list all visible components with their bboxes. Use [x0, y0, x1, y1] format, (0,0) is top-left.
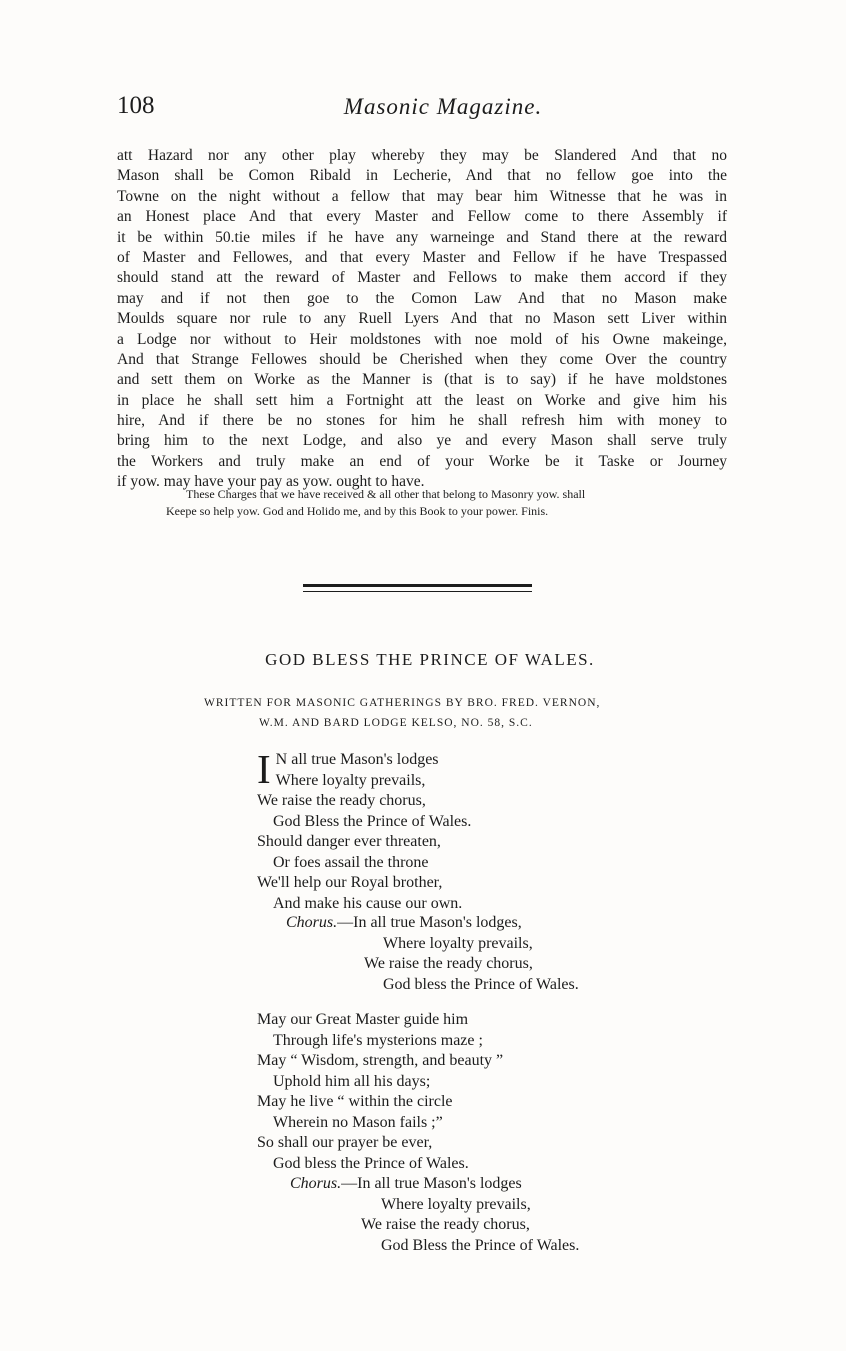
prose-line: in place he shall sett him a Fortnight att the least on Worke and give him his [117, 391, 727, 409]
chorus-label: Chorus. [290, 1175, 342, 1192]
charges-line: Keepe so help yow. God and Holido me, and by this Book to your power. Finis. [166, 504, 549, 518]
prose-line: hire, And if there be no stones for him he shall refresh him with money to [117, 412, 727, 430]
running-head: Masonic Magazine. [343, 94, 543, 119]
verse-line: Or foes assail the throne [273, 853, 429, 871]
verse-line: May our Great Master guide him [257, 1011, 469, 1028]
verse-line: Where loyalty prevails, [275, 771, 426, 789]
prose-line: of Master and Fellowes, and that every Master and Fellow if he have Trespassed [117, 248, 727, 266]
verse-line: God Bless the Prince of Wales. [273, 812, 472, 830]
prose-line: And that Strange Fellowes should be Cherished when they come Over the country [117, 350, 727, 368]
poem-byline-line: WRITTEN FOR MASONIC GATHERINGS BY BRO. FRED. VERNON, [204, 697, 601, 709]
verse-line: Should danger ever threaten, [257, 833, 441, 850]
verse-line: So shall our prayer be ever, [257, 1134, 433, 1151]
prose-line: a Lodge nor without to Heir moldstones with noe mold of his Owne makeinge, [117, 330, 727, 348]
verse-line: Wherein no Mason fails ;” [273, 1113, 443, 1131]
chorus-first-line [257, 913, 677, 934]
prose-line: it be within 50.tie miles if he have any warneinge and Stand there at the reward [117, 228, 727, 246]
chorus-2 [257, 1174, 677, 1256]
verse-line-text: —In all true Mason's lodges [341, 1175, 522, 1192]
prose-line: may and if not then goe to the Comon Law And that no Mason make [117, 289, 727, 307]
verse-line-text: —In all true Mason's lodges, [337, 914, 522, 931]
prose-line: the Workers and truly make an end of your Worke be it Taske or Journey [117, 452, 727, 470]
verse-line: We raise the ready chorus, [364, 955, 533, 972]
prose-line: and sett them on Worke as the Manner is (that is to say) if he have moldstones [117, 371, 727, 389]
verse-line: Where loyalty prevails, [383, 934, 533, 952]
verse-line: God bless the Prince of Wales. [273, 1154, 469, 1172]
verse-line: We'll help our Royal brother, [257, 874, 443, 891]
prose-line: att Hazard nor any other play whereby they may be Slandered And that no [117, 147, 727, 164]
poem-title: GOD BLESS THE PRINCE OF WALES. [265, 650, 595, 669]
verse-line: Where loyalty prevails, [381, 1195, 531, 1213]
prose-line: if yow. may have your pay as yow. ought to have. [117, 473, 425, 491]
stanza-2 [257, 1010, 677, 1174]
verse-line-text: N all true Mason's lodges [275, 751, 439, 768]
verse-line: We raise the ready chorus, [361, 1216, 530, 1233]
charges-note [166, 486, 786, 520]
prose-block [117, 146, 727, 493]
verse-line: Through life's mysterions maze ; [273, 1031, 483, 1049]
prose-line: Towne on the night without a fellow that may bear him Witnesse that he was in [117, 187, 727, 205]
chorus-first-line [257, 1174, 677, 1195]
prose-line: Moulds square nor rule to any Ruell Lyers And that no Mason sett Liver within [117, 310, 727, 328]
verse-line: God Bless the Prince of Wales. [381, 1236, 580, 1254]
chorus-1 [257, 913, 677, 995]
verse-line: Uphold him all his days; [273, 1072, 431, 1090]
page-number: 108 [117, 92, 155, 119]
prose-line: Mason shall be Comon Ribald in Lecherie, And that no fellow goe into the [117, 167, 727, 185]
verse-line: May he live “ within the circle [257, 1093, 453, 1110]
drop-cap: I [257, 746, 271, 792]
verse-line: We raise the ready chorus, [257, 792, 426, 809]
stanza-1 [257, 746, 677, 914]
section-rule-thick [303, 584, 532, 587]
prose-line: bring him to the next Lodge, and also ye and every Mason shall serve truly [117, 432, 727, 450]
verse-line: And make his cause our own. [273, 894, 463, 912]
poem-byline-line: W.M. AND BARD LODGE KELSO, NO. 58, S.C. [259, 717, 533, 729]
verse-line: God bless the Prince of Wales. [383, 975, 579, 993]
prose-line: an Honest place And that every Master and Fellow come to there Assembly if [117, 208, 727, 226]
prose-line: should stand att the reward of Master and Fellows to make them accord if they [117, 269, 727, 287]
charges-line: These Charges that we have received & all other that belong to Masonry yow. shall [186, 487, 586, 501]
verse-line: May “ Wisdom, strength, and beauty ” [257, 1052, 504, 1069]
chorus-label: Chorus. [286, 914, 338, 931]
section-rule-thin [303, 591, 532, 592]
